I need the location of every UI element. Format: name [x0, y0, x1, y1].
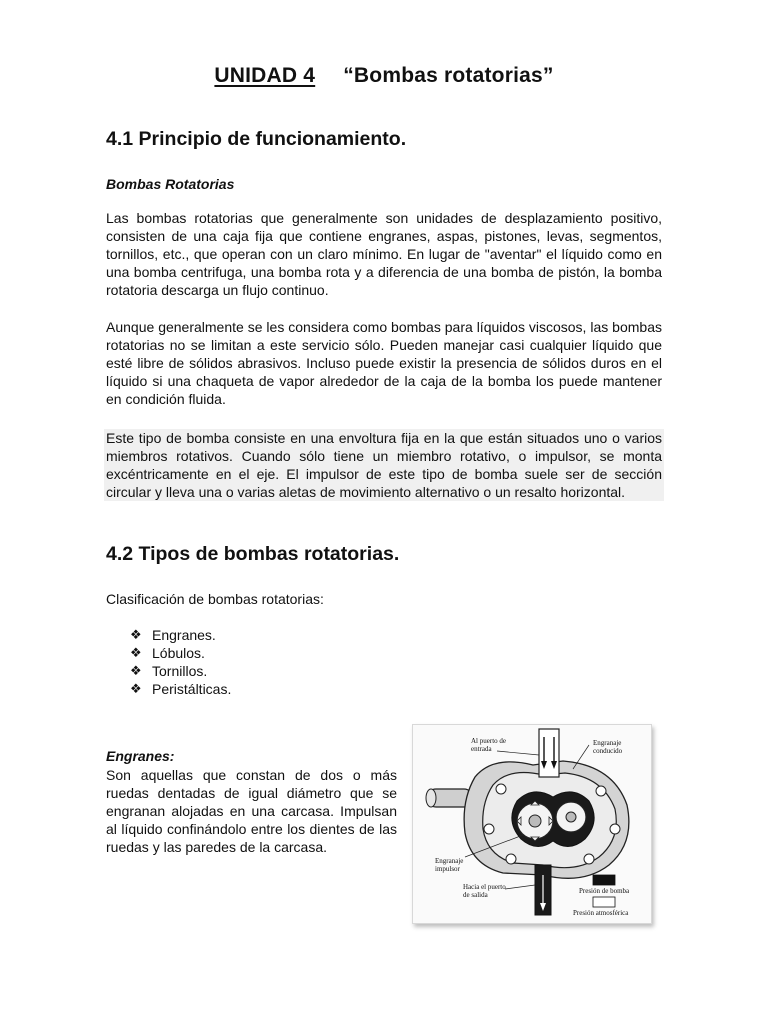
- list-item: ❖ Lóbulos.: [130, 645, 205, 661]
- paragraph-1: Las bombas rotatorias que generalmente son unidades de desplazamiento positivo, consisten de una caja fija que contiene engranes, aspas, pistones, levas, segmentos, tornillos, etc., que operan con un claro mínimo. En lugar de "aventar" el líquido como en una bomba centrifuga, una bomba rota y a diferencia de una bomba de pistón, la bomba rotatoria descarga un flujo continuo.: [106, 210, 662, 298]
- diamond-bullet-icon: ❖: [130, 627, 142, 642]
- engranes-description: Son aquellas que constan de dos o más ruedas dentadas de igual diámetro que se engranan alojadas en una carcasa. Impulsan al líquido confinándolo entre los dientes de las ruedas y las paredes de la carcasa.: [106, 767, 397, 855]
- section-heading-tipos: 4.2 Tipos de bombas rotatorias.: [106, 543, 400, 565]
- diamond-bullet-icon: ❖: [130, 663, 142, 678]
- legend-atm-pressure: Presión atmosférica: [573, 909, 629, 917]
- list-item: ❖ Engranes.: [130, 627, 216, 643]
- driven-gear-icon: [556, 802, 586, 832]
- engranes-title: Engranes:: [106, 748, 175, 764]
- subheading-bombas-rotatorias: Bombas Rotatorias: [106, 176, 235, 192]
- classification-intro: Clasificación de bombas rotatorias:: [106, 591, 324, 607]
- diamond-bullet-icon: ❖: [130, 681, 142, 696]
- page-title: [0, 64, 768, 88]
- legend-atm-swatch: [593, 897, 615, 907]
- gear-pump-figure: [412, 724, 652, 924]
- unit-number: UNIDAD 4: [214, 64, 316, 87]
- section-heading-principio: 4.1 Principio de funcionamiento.: [106, 128, 407, 150]
- paragraph-3: Este tipo de bomba consiste en una envoltura fija en la que están situados uno o varios miembros rotativos. Cuando sólo tiene un miembro rotativo, o impulsor, se monta excéntricamente en el eje. El impulsor de este tipo de bomba suele ser de sección circular y lleva una o varias aletas de movimiento alternativo o un resalto horizontal.: [106, 430, 662, 500]
- classification-list: [130, 626, 231, 698]
- label-outlet: Hacia el puerto de salida: [463, 883, 506, 899]
- legend-pump-swatch: [593, 875, 615, 885]
- paragraph-2: Aunque generalmente se les considera como bombas para líquidos viscosos, las bombas rotatorias no se limitan a este servicio sólo. Pueden manejar casi cualquier líquido que esté libre de sólidos abrasivos. Incluso puede existir la presencia de sólidos duros en el líquido si una chaqueta de vapor alrededor de la caja de la bomba los puede mantener en condición fluida.: [106, 319, 662, 407]
- unit-name: “Bombas rotatorias”: [343, 64, 554, 87]
- label-driver-gear: Engranaje impulsor: [435, 857, 464, 873]
- diamond-bullet-icon: ❖: [130, 645, 142, 660]
- list-item: ❖ Tornillos.: [130, 663, 208, 679]
- list-item: ❖ Peristálticas.: [130, 681, 232, 697]
- label-driven-gear: Engranaje conducido: [593, 739, 623, 755]
- label-inlet: Al puerto de entrada: [471, 737, 506, 753]
- legend-pump-pressure: Presión de bomba: [579, 887, 630, 895]
